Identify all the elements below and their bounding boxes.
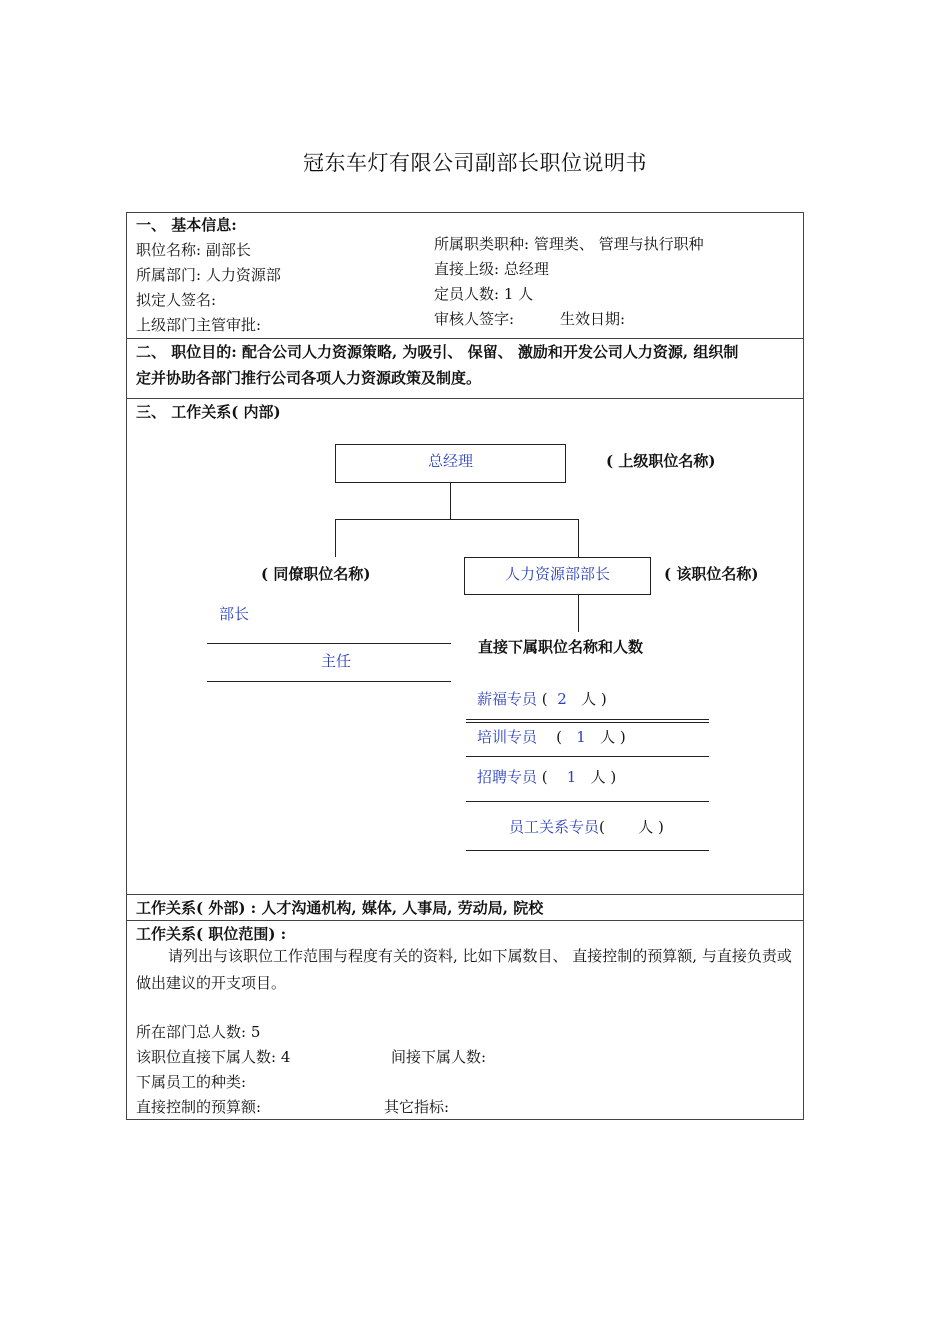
subordinate-name: 员工关系专员 xyxy=(509,818,600,836)
peer-item: 部长 xyxy=(219,605,250,623)
connector-line xyxy=(450,483,451,520)
connector-line xyxy=(578,519,579,557)
subordinate-name: 招聘专员 xyxy=(477,768,538,786)
self-caption: ( 该职位名称) xyxy=(664,565,759,583)
self-box-label: 人力资源部部长 xyxy=(504,565,610,583)
subordinate-count: 1 xyxy=(566,768,577,786)
department: 所属部门: 人力资源部 xyxy=(136,266,281,284)
document-title: 冠东车灯有限公司副部长职位说明书 xyxy=(303,151,647,175)
subordinates-caption: 直接下属职位名称和人数 xyxy=(478,638,644,656)
subordinate-item xyxy=(509,817,664,837)
dept-total: 所在部门总人数: 5 xyxy=(136,1023,261,1041)
external-text: 人才沟通机构, 媒体, 人事局, 劳动局, 院校 xyxy=(256,899,544,917)
scope-heading: 工作关系( 职位范围) : xyxy=(136,925,287,943)
divider xyxy=(126,338,804,339)
divider xyxy=(126,398,804,399)
subordinate-unit: 人 ) xyxy=(581,690,607,708)
subordinate-unit: 人 ) xyxy=(590,768,617,786)
scope-instruction: 请列出与该职位工作范围与程度有关的资料, 比如下属数目、 直接控制的预算额, 与直接负责或做出建议的开支项目。 xyxy=(136,947,792,992)
subordinate-types: 下属员工的种类: xyxy=(136,1073,247,1091)
external-relations xyxy=(136,898,543,918)
job-category: 所属职类职种: 管理类、 管理与执行职种 xyxy=(434,235,704,253)
superior-caption: ( 上级职位名称) xyxy=(606,452,716,470)
other-indicators: 其它指标: xyxy=(384,1098,450,1116)
budget: 直接控制的预算额: xyxy=(136,1098,262,1116)
subordinate-paren: ( xyxy=(541,690,548,708)
subordinate-count: 2 xyxy=(557,690,567,708)
subordinate-underline xyxy=(466,719,709,720)
position-name: 职位名称: 副部长 xyxy=(136,241,251,259)
subordinate-underline xyxy=(466,850,709,851)
subordinate-name: 培训专员 xyxy=(477,728,538,746)
divider xyxy=(126,920,804,921)
subordinate-unit: 人 ) xyxy=(638,818,664,836)
peer-underline xyxy=(207,643,451,644)
connector-line xyxy=(335,519,336,557)
subordinate-unit: 人 ) xyxy=(600,728,626,746)
subordinate-underline xyxy=(466,722,709,723)
superior-approval: 上级部门主管审批: xyxy=(136,316,262,334)
subordinate-item xyxy=(477,689,607,709)
internal-relations-heading: 三、 工作关系( 内部) xyxy=(136,403,281,421)
peer-item: 主任 xyxy=(320,652,351,670)
subordinate-item xyxy=(477,767,616,787)
connector-line xyxy=(335,519,579,520)
purpose-text: 配合公司人力资源策略, 为吸引、 保留、 激励和开发公司人力资源, 组织制 xyxy=(236,343,739,361)
headcount: 定员人数: 1 人 xyxy=(434,285,534,303)
external-label: 工作关系( 外部) : xyxy=(136,899,257,917)
purpose-line-1 xyxy=(136,342,738,362)
direct-subordinates: 该职位直接下属人数: 4 xyxy=(136,1048,291,1066)
subordinate-name: 薪福专员 xyxy=(477,690,538,708)
subordinate-paren: ( xyxy=(599,818,605,836)
effective-date: 生效日期: xyxy=(560,310,626,328)
purpose-line-2: 定并协助各部门推行公司各项人力资源政策及制度。 xyxy=(136,369,482,387)
purpose-label: 二、 职位目的: xyxy=(136,343,237,361)
peer-caption: ( 同僚职位名称) xyxy=(261,565,371,583)
superior-box-label: 总经理 xyxy=(427,452,473,470)
subordinate-count: 1 xyxy=(576,728,586,746)
subordinate-item xyxy=(477,727,626,747)
subordinate-paren: ( xyxy=(556,728,562,746)
subordinate-underline xyxy=(466,756,709,757)
connector-line xyxy=(578,595,579,632)
indirect-subordinates: 间接下属人数: xyxy=(391,1048,487,1066)
basic-info-heading: 一、 基本信息: xyxy=(136,216,237,234)
subordinate-paren: ( xyxy=(541,768,548,786)
divider xyxy=(126,894,804,895)
subordinate-underline xyxy=(466,801,709,802)
reviewer-signature: 审核人签字: xyxy=(434,310,515,328)
direct-superior: 直接上级: 总经理 xyxy=(434,260,549,278)
drafter-signature: 拟定人签名: xyxy=(136,291,217,309)
peer-underline xyxy=(207,681,451,682)
